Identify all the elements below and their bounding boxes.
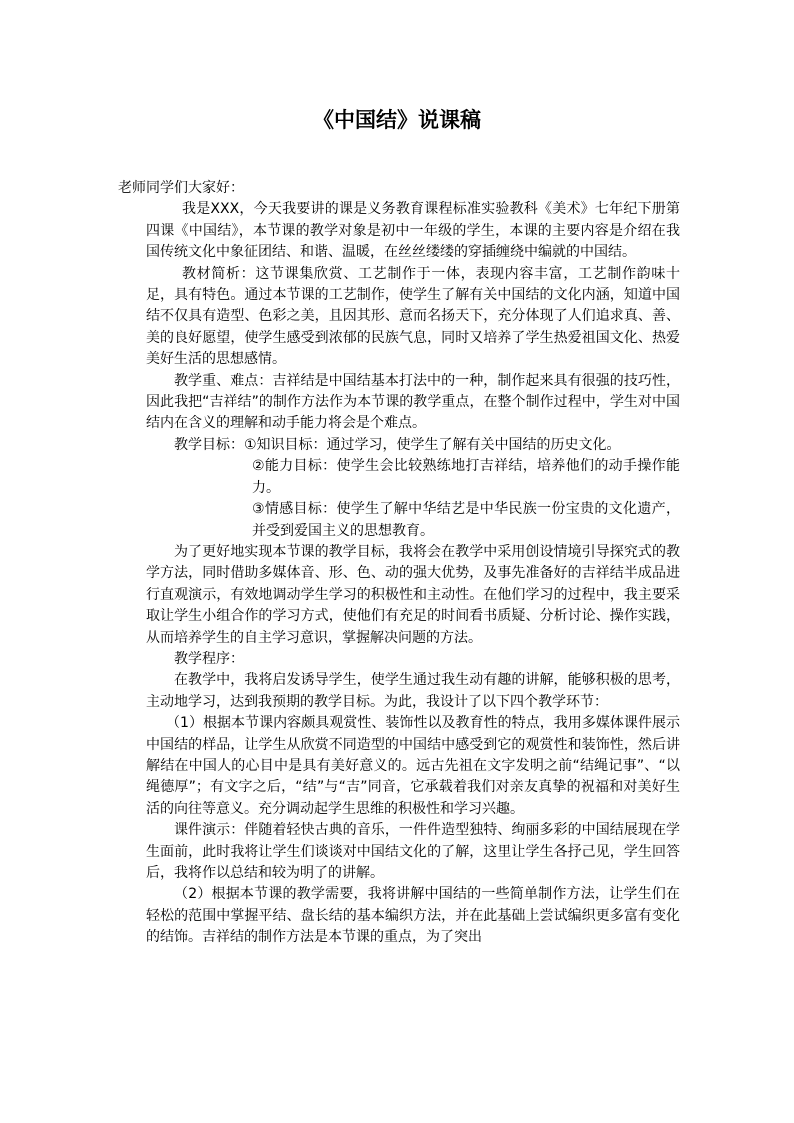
goal-ability: ②能力目标：使学生会比较熟练地打吉祥结，培养他们的动手操作能力。: [252, 458, 680, 496]
procedure-label: 教学程序：: [174, 650, 244, 667]
key-points-paragraph: 教学重、难点：吉祥结是中国结基本打法中的一种，制作起来具有很强的技巧性，因此我把“吉祥结”的制作方法作为本节课的教学重点，在整个制作过程中，学生对中国结内在含义的理解和动手能力将会是个难点。: [146, 372, 680, 432]
teaching-goals: [174, 435, 680, 456]
step-1-paragraph: （1）根据本节课内容颇具观赏性、装饰性以及教育性的特点，我用多媒体课件展示中国结的样品，让学生从欣赏不同造型的中国结中感受到它的观赏性和装饰性，然后讲解结在中国人的心目中是具有美好意义的。远古先祖在文字发明之前“结绳记事”、“以绳德厚”；有文字之后，“结”与“吉”同音，它承载着我们对亲友真挚的祝福和对美好生活的向往等意义。充分调动起学生思维的积极性和学习兴趣。: [146, 715, 680, 817]
textbook-analysis-paragraph: 教材简析：这节课集欣赏、工艺制作于一体，表现内容丰富，工艺制作韵味十足，具有特色。通过本节课的工艺制作，使学生了解有关中国结的文化内涵，知道中国结不仅具有造型、色彩之美，且因其形、意而名扬天下，充分体现了人们追求真、善、美的良好愿望，使学生感受到浓郁的民族气息，同时又培养了学生热爱祖国文化、热爱美好生活的思想感情。: [146, 265, 680, 368]
procedure-paragraph: 在教学中，我将启发诱导学生，使学生通过我生动有趣的讲解，能够积极的思考，主动地学习，达到我预期的教学目标。为此，我设计了以下四个教学环节：: [146, 672, 680, 710]
document-title: 《中国结》说课稿: [313, 107, 481, 132]
document-body: [118, 178, 680, 949]
goals-label: 教学目标：: [174, 436, 244, 453]
intro-paragraph: 我是XXX，今天我要讲的课是义务教育课程标准实验教科《美术》七年纪下册第四课《中国结》，本节课的教学对象是初中一年级的学生，本课的主要内容是介绍在我国传统文化中象征团结、和谐、温暖，在丝丝缕缕的穿插缠绕中编就的中国结。: [146, 201, 680, 261]
greeting-paragraph: 老师同学们大家好：: [118, 180, 244, 196]
goal-emotion: ③情感目标：使学生了解中华结艺是中华民族一份宝贵的文化遗产，并受到爱国主义的思想教育。: [252, 501, 680, 539]
goal-knowledge: ①知识目标：通过学习，使学生了解有关中国结的历史文化。: [244, 436, 621, 453]
courseware-paragraph: 课件演示：伴随着轻快古典的音乐，一件件造型独特、绚丽多彩的中国结展现在学生面前，此时我将让学生们谈谈对中国结文化的了解，这里让学生各抒己见，学生回答后，我将作以总结和较为明了的讲解。: [146, 822, 680, 881]
step-2-paragraph: （2）根据本节课的教学需要，我将讲解中国结的一些简单制作方法，让学生们在轻松的范围中掌握平结、盘长结的基本编织方法，并在此基础上尝试编织更多富有变化的结饰。吉祥结的制作方法是本节课的重点，为了突出: [146, 886, 680, 946]
method-paragraph: 为了更好地实现本节课的教学目标，我将会在教学中采用创设情境引导探究式的教学方法，同时借助多媒体音、形、色、动的强大优势，及事先准备好的吉祥结半成品进行直观演示，有效地调动学生学习的积极性和主动性。在他们学习的过程中，我主要采取让学生小组合作的学习方式，使他们有充足的时间看书质疑、分析讨论、操作实践，从而培养学生的自主学习意识，掌握解决问题的方法。: [146, 543, 680, 646]
